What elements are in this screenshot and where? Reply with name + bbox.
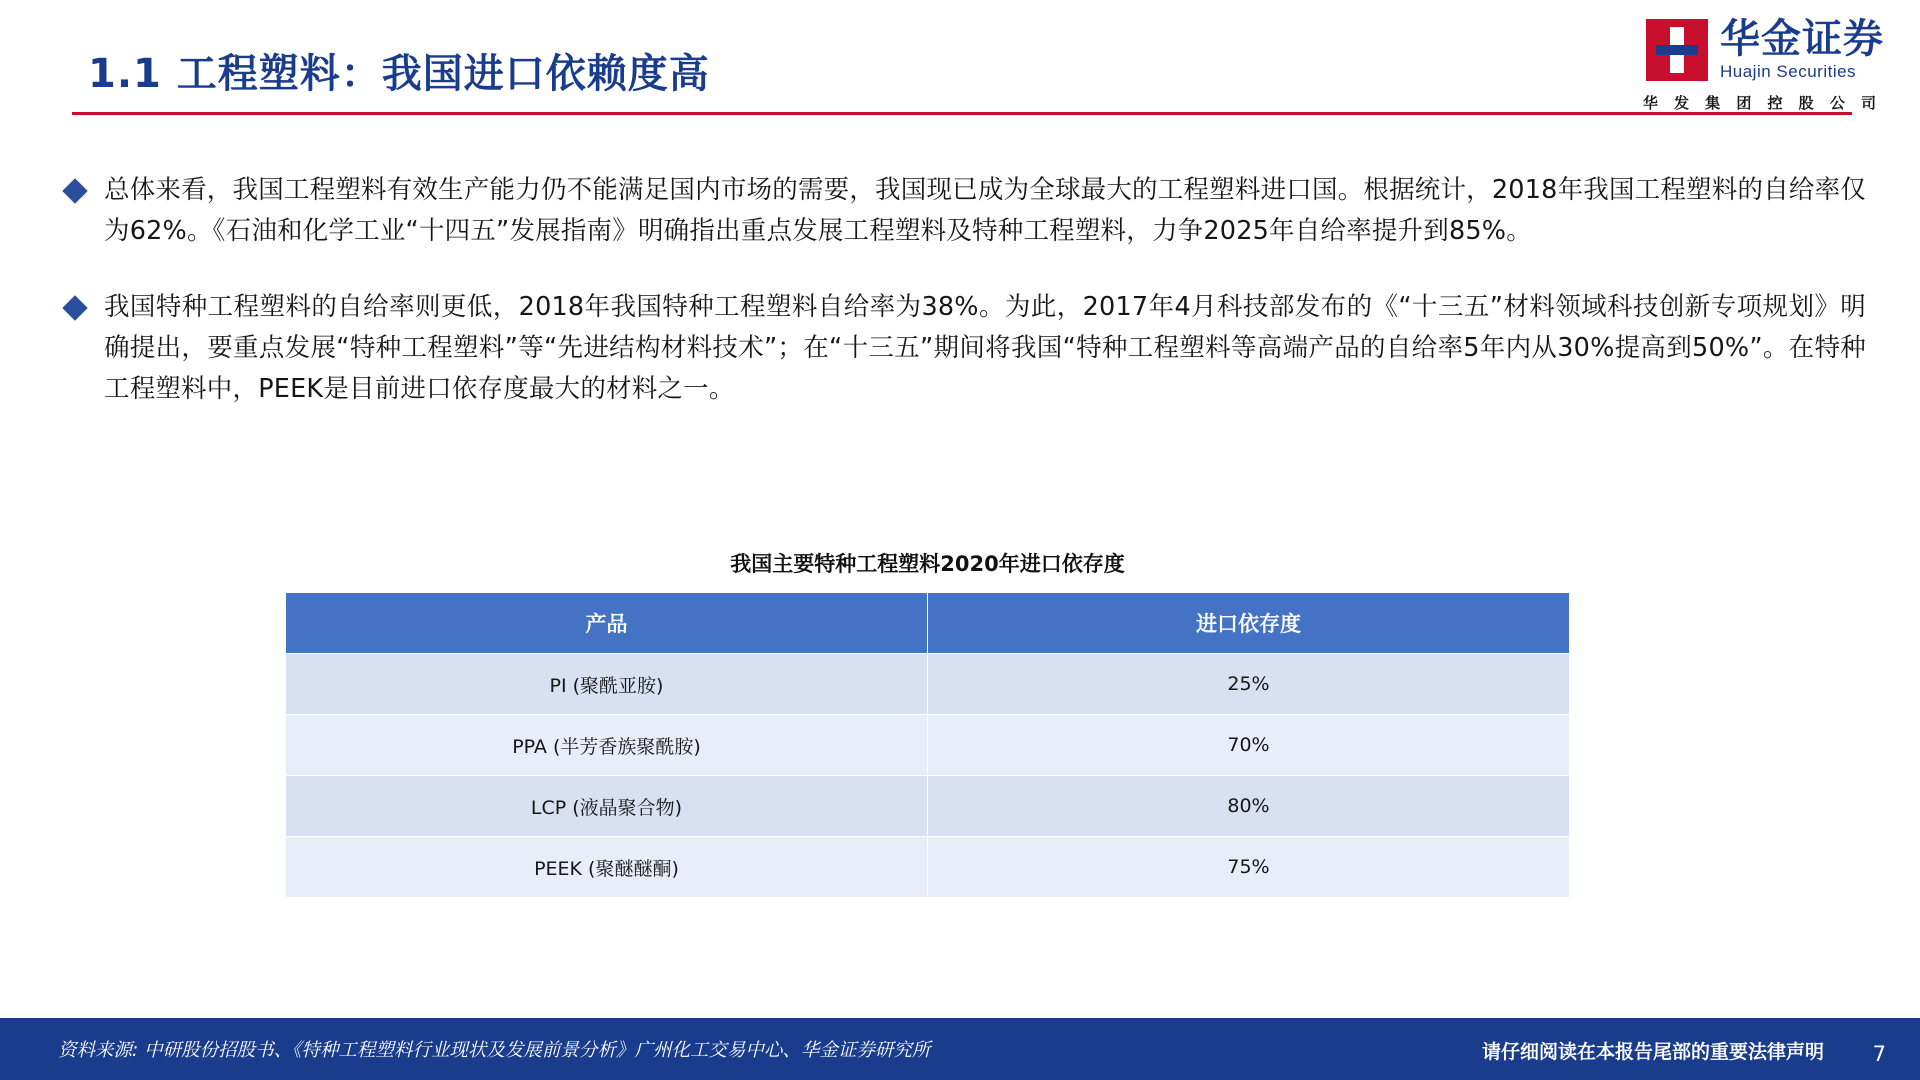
diamond-bullet-icon xyxy=(62,295,87,320)
footer-notice: 请仔细阅读在本报告尾部的重要法律声明 xyxy=(1481,1041,1824,1063)
bullet-text: 我国特种工程塑料的自给率则更低，2018年我国特种工程塑料自给率为38%。为此，2017年4月科技部发布的《“十三五”材料领域科技创新专项规划》明确提出，要重点发展“特种工程塑料”等“先进结构材料技术”；在“十三五”期间将我国“特种工程塑料等高端产品的自给率5年内从30%提高到50%”。在特种工程塑料中，PEEK是目前进口依存度最大的材料之一。 xyxy=(104,291,1866,405)
table-header-cell: 进口依存度 xyxy=(928,593,1570,654)
table-header-cell: 产品 xyxy=(286,593,928,654)
logo-name-en: Huajin Securities xyxy=(1720,62,1857,81)
bullet-item xyxy=(66,287,1866,411)
table-header-row xyxy=(286,593,1570,654)
table-row xyxy=(286,776,1570,837)
table-caption: 我国主要特种工程塑料2020年进口依存度 xyxy=(730,552,1125,576)
bullet-text: 总体来看，我国工程塑料有效生产能力仍不能满足国内市场的需要，我国现已成为全球最大的工程塑料进口国。根据统计，2018年我国工程塑料的自给率仅为62%。《石油和化学工业“十四五”发展指南》明确指出重点发展工程塑料及特种工程塑料，力争2025年自给率提升到85%。 xyxy=(104,175,1866,247)
table-cell-dependency: 75% xyxy=(928,837,1570,898)
table-cell-dependency: 70% xyxy=(928,715,1570,776)
page-title: 1.1 工程塑料：我国进口依赖度高 xyxy=(88,51,710,97)
table-cell-product: PPA (半芳香族聚酰胺) xyxy=(286,715,928,776)
footer-source: 资料来源: 中研股份招股书、《特种工程塑料行业现状及发展前景分析》广州化工交易中心、华金证券研究所 xyxy=(58,1040,931,1061)
table-cell-product: PEEK (聚醚醚酮) xyxy=(286,837,928,898)
huajin-logo-icon xyxy=(1646,19,1708,81)
table-cell-product: LCP (液晶聚合物) xyxy=(286,776,928,837)
table-row xyxy=(286,654,1570,715)
page-number: 7 xyxy=(1872,1042,1886,1066)
body-bullets xyxy=(66,170,1866,444)
table-cell-dependency: 25% xyxy=(928,654,1570,715)
logo-subtitle: 华 发 集 团 控 股 公 司 xyxy=(1642,95,1882,112)
table-cell-dependency: 80% xyxy=(928,776,1570,837)
title-divider xyxy=(72,112,1852,115)
logo-text-group xyxy=(1720,18,1884,82)
company-logo xyxy=(1564,18,1884,113)
import-dependency-table xyxy=(285,592,1570,898)
table-row xyxy=(286,837,1570,898)
logo-name-zh: 华金证券 xyxy=(1720,16,1884,62)
table-cell-product: PI (聚酰亚胺) xyxy=(286,654,928,715)
table-row xyxy=(286,715,1570,776)
bullet-item xyxy=(66,170,1866,253)
logo-row xyxy=(1564,18,1884,82)
diamond-bullet-icon xyxy=(62,178,87,203)
import-dependency-table-block xyxy=(285,548,1570,898)
